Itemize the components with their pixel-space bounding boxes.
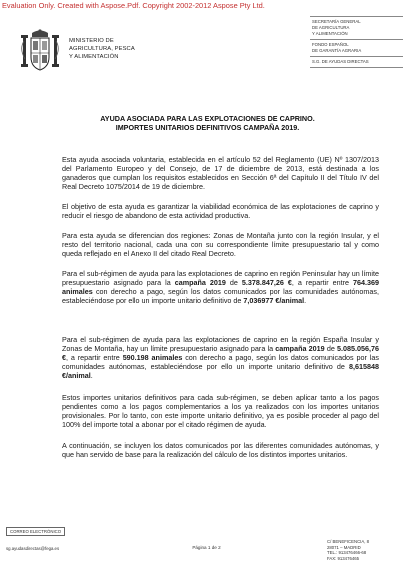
footer-address [327,539,369,561]
text-run: . [90,371,93,381]
address-line: C/ BENEFICENCIA, 8 [327,539,370,544]
text-run: con derecho a pago, según los datos comunicados por las comunidades autónomas, estableciéndose por ello un importe unitario definitivo de [62,287,379,306]
paragraph-legal-basis: Esta ayuda asociada voluntaria, establecida en el artículo 52 del Reglamento (UE) Nº 1307/2013 del Parlamento Europeo y del Consejo, de 17 de diciembre de 2013, está destinada a los ganaderos que cumplan los requisitos establecidos en Sección 6ª del Capítulo II del Título IV del Real Decreto 1075/2014 de 19 de diciembre. [62,155,379,192]
ministry-name [69,37,135,61]
correo-label: CORREO ELECTRÓNICO [6,527,65,536]
title-line-2: IMPORTES UNITARIOS DEFINITIVOS CAMPAÑA 2019. [115,123,300,132]
unit-amount: 7,036977 €/animal [243,296,305,306]
unit-amount: 8,615848 €/animal [62,362,379,381]
header-box-line: Y ALIMENTACIÓN [312,31,348,36]
fax-line: FAX: 913476465 [327,555,360,561]
header-box-line: S.G. DE AYUDAS DIRECTAS [312,59,369,64]
text-run: , a repartir entre [66,353,123,363]
text-run: con derecho a pago, según los datos comunicados por las comunidades autónomas, estableciéndose por ello un importe unitario definitivo de [62,353,379,372]
ministry-line: AGRICULTURA, PESCA [69,46,135,52]
paragraph-insular-montana [62,335,379,380]
document-title [36,114,379,132]
header-box-line: SECRETARÍA GENERAL [312,19,361,24]
address-line: 28071 – MADRID [327,544,361,550]
paragraph-regions: Para esta ayuda se diferencian dos regiones: Zonas de Montaña junto con la región Insular, y el resto del territorio nacional, cada una con su correspondiente límite presupuestario tal y como queda reflejado en el Anexo II del citado Real Decreto. [62,231,379,259]
ministry-line: MINISTERIO DE [69,38,114,44]
paragraph-peninsular [62,269,379,305]
department-header-box [310,16,403,68]
fega-block [310,39,403,56]
sg-ayudas-block [310,56,403,68]
text-run: de [225,278,242,288]
ministry-line: Y ALIMENTACIÓN [69,54,119,60]
text-run: . [304,296,307,306]
text-run: de [324,344,338,354]
campaign-year: campaña 2019 [275,344,325,354]
budget-amount: 5.378.847,26 € [241,278,292,288]
text-run: Para el sub-régimen de ayuda para las explotaciones de caprino en la región España Insular y Zonas de Montaña, hay un límite presupuestario asignado para la [62,335,379,354]
paragraph-annex-note: A continuación, se incluyen los datos comunicados por las diferentes comunidades autónomas, y que han servido de base para la realización del cálculo de los distintos importes unitarios. [62,441,379,460]
secretaria-block [310,16,403,39]
email-link[interactable]: sg.ayudasdirectas@fega.es [6,546,60,551]
title-line-1: AYUDA ASOCIADA PARA LAS EXPLOTACIONES DE CAPRINO. [100,114,315,123]
text-run: Para el sub-régimen de ayuda para las explotaciones de caprino en región Peninsular hay un límite presupuestario asignado para la [62,269,379,288]
text-run: , a repartir entre [291,278,353,288]
animal-count: 764.369 animales [62,278,379,297]
budget-amount: 5.085.056,76 € [62,344,379,363]
header-box-line: DE GARANTÍA AGRARIA [312,48,362,53]
header-box-line: DE AGRICULTURA [312,25,350,30]
page-number: Página 1 de 2 [192,545,221,550]
campaign-year: campaña 2019 [174,278,226,288]
paragraph-application: Estos importes unitarios definitivos para cada sub-régimen, se deben aplicar tanto a los pagos pendientes como a los pagos complementarios a los ya realizados con los importes unitarios provisionales. Por lo tanto, con este importe unitario definitivo, ya es posible proceder al pago del 100% del importe total a abonar por el citado régimen de ayuda. [62,393,379,430]
animal-count: 590.198 animales [122,353,183,363]
coat-of-arms-logo [20,29,60,73]
phone-line: TEL.: 913476466-68 [327,550,367,555]
header-box-line: FONDO ESPAÑOL [312,42,349,47]
paragraph-objective: El objetivo de esta ayuda es garantizar la viabilidad económica de las explotaciones de caprino y reducir el riesgo de abandono de esta actividad productiva. [62,202,379,221]
evaluation-watermark: Evaluation Only. Created with Aspose.Pdf. Copyright 2002-2012 Aspose Pty Ltd. [2,1,265,10]
